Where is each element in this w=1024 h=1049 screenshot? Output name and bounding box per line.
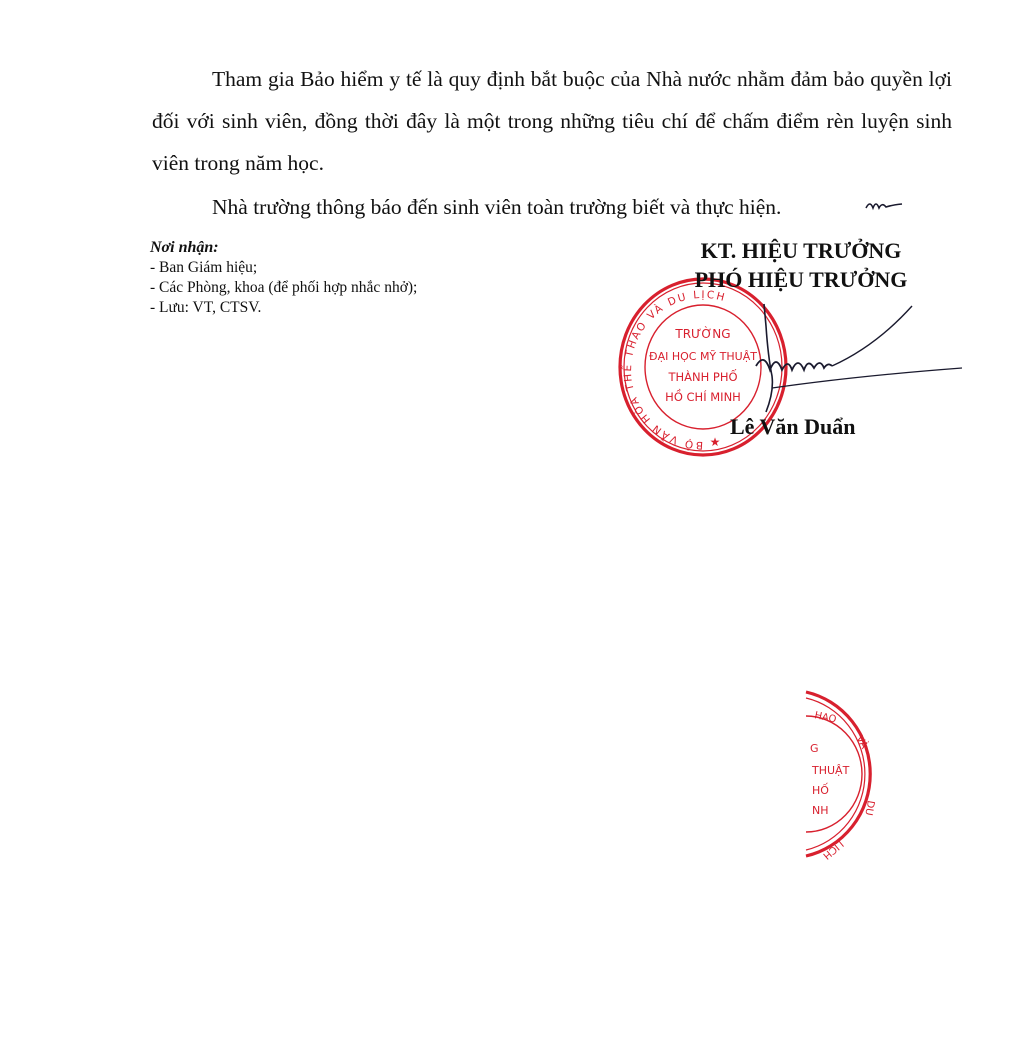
svg-text:NH: NH (812, 804, 829, 817)
partial-seal (776, 686, 888, 862)
svg-text:VÀ: VÀ (853, 734, 870, 751)
signature-title (660, 236, 942, 294)
seal-inner-line: ĐẠI HỌC MỸ THUẬT (649, 350, 757, 363)
seal-star-icon: ★ (709, 435, 721, 449)
recipient-item: - Các Phòng, khoa (để phối hợp nhắc nhở); (150, 279, 418, 296)
seal-inner-line: TRƯỜNG (675, 327, 731, 341)
body-paragraph-insurance: Tham gia Bảo hiểm y tế là quy định bắt buộc của Nhà nước nhằm đảm bảo quyền lợi đối với sinh viên, đồng thời đây là một trong những tiêu chí để chấm điểm rèn luyện sinh viên trong năm học. (152, 67, 952, 175)
recipients-block (150, 238, 417, 318)
signature-title-line-2: PHÓ HIỆU TRƯỞNG (694, 267, 908, 292)
recipient-item: - Ban Giám hiệu; (150, 259, 258, 276)
svg-text:HAO: HAO (813, 710, 838, 726)
seal-outer-text: BỘ VĂN HÓA THỂ THAO VÀ DU LỊCH (621, 288, 728, 452)
seal-inner-line: THÀNH PHỐ (668, 370, 738, 384)
svg-text:LỊCH: LỊCH (820, 837, 846, 861)
handwritten-initials-icon (864, 196, 904, 216)
seal-inner-line: HỒ CHÍ MINH (665, 390, 741, 404)
body-paragraph-announcement: Nhà trường thông báo đến sinh viên toàn trường biết và thực hiện. (212, 195, 782, 219)
recipients-heading: Nơi nhận: (150, 239, 219, 256)
handwritten-signature (736, 296, 966, 416)
svg-text:HỐ: HỐ (812, 784, 829, 797)
signature-title-line-1: KT. HIỆU TRƯỞNG (700, 238, 902, 263)
recipient-item: - Lưu: VT, CTSV. (150, 299, 262, 316)
svg-text:THUẬT: THUẬT (812, 764, 850, 777)
svg-text:G: G (810, 742, 819, 755)
svg-text:DU: DU (862, 799, 876, 817)
signer-name: Lê Văn Duẩn (730, 414, 856, 439)
